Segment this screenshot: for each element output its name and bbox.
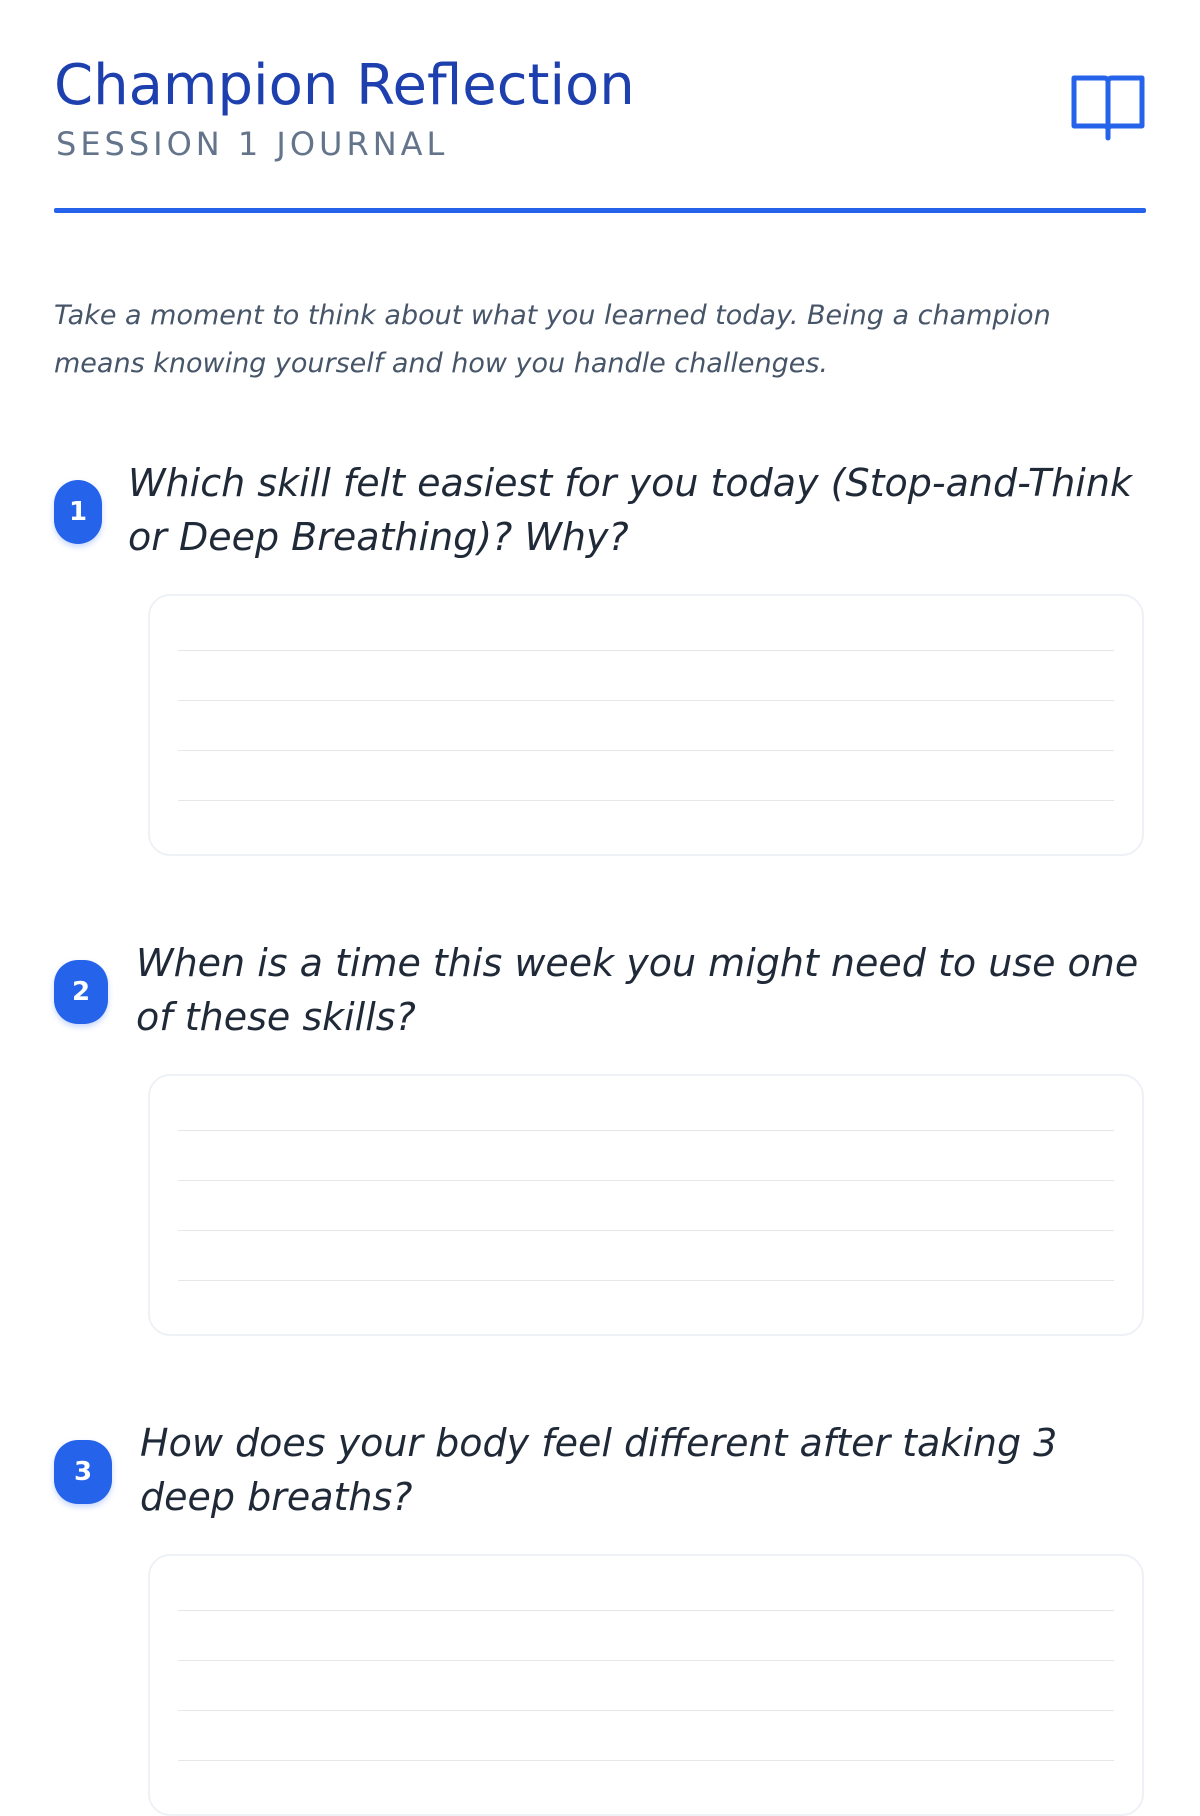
question-text: When is a time this week you might need to use one of these skills? (136, 941, 1139, 1039)
answer-textarea[interactable] (148, 1074, 1144, 1336)
intro-text: Take a moment to think about what you learned today. Being a champion means knowing yourself and how you handle challenges. (54, 300, 1051, 379)
page-subtitle: SESSION 1 JOURNAL (56, 125, 449, 163)
question-number-badge: 3 (54, 1440, 112, 1504)
question-number-badge: 2 (54, 960, 108, 1024)
question-text: How does your body feel different after taking 3 deep breaths? (140, 1421, 1058, 1519)
book-open-icon (1070, 72, 1146, 142)
question-text: Which skill felt easiest for you today (Stop-and-Think or Deep Breathing)? Why? (128, 461, 1132, 559)
answer-textarea[interactable] (148, 1554, 1144, 1816)
header-divider (54, 208, 1146, 213)
answer-textarea[interactable] (148, 594, 1144, 856)
question-number-badge: 1 (54, 480, 102, 544)
page-title: Champion Reflection (54, 53, 635, 118)
journal-page (54, 0, 1146, 1600)
header (54, 54, 1146, 214)
